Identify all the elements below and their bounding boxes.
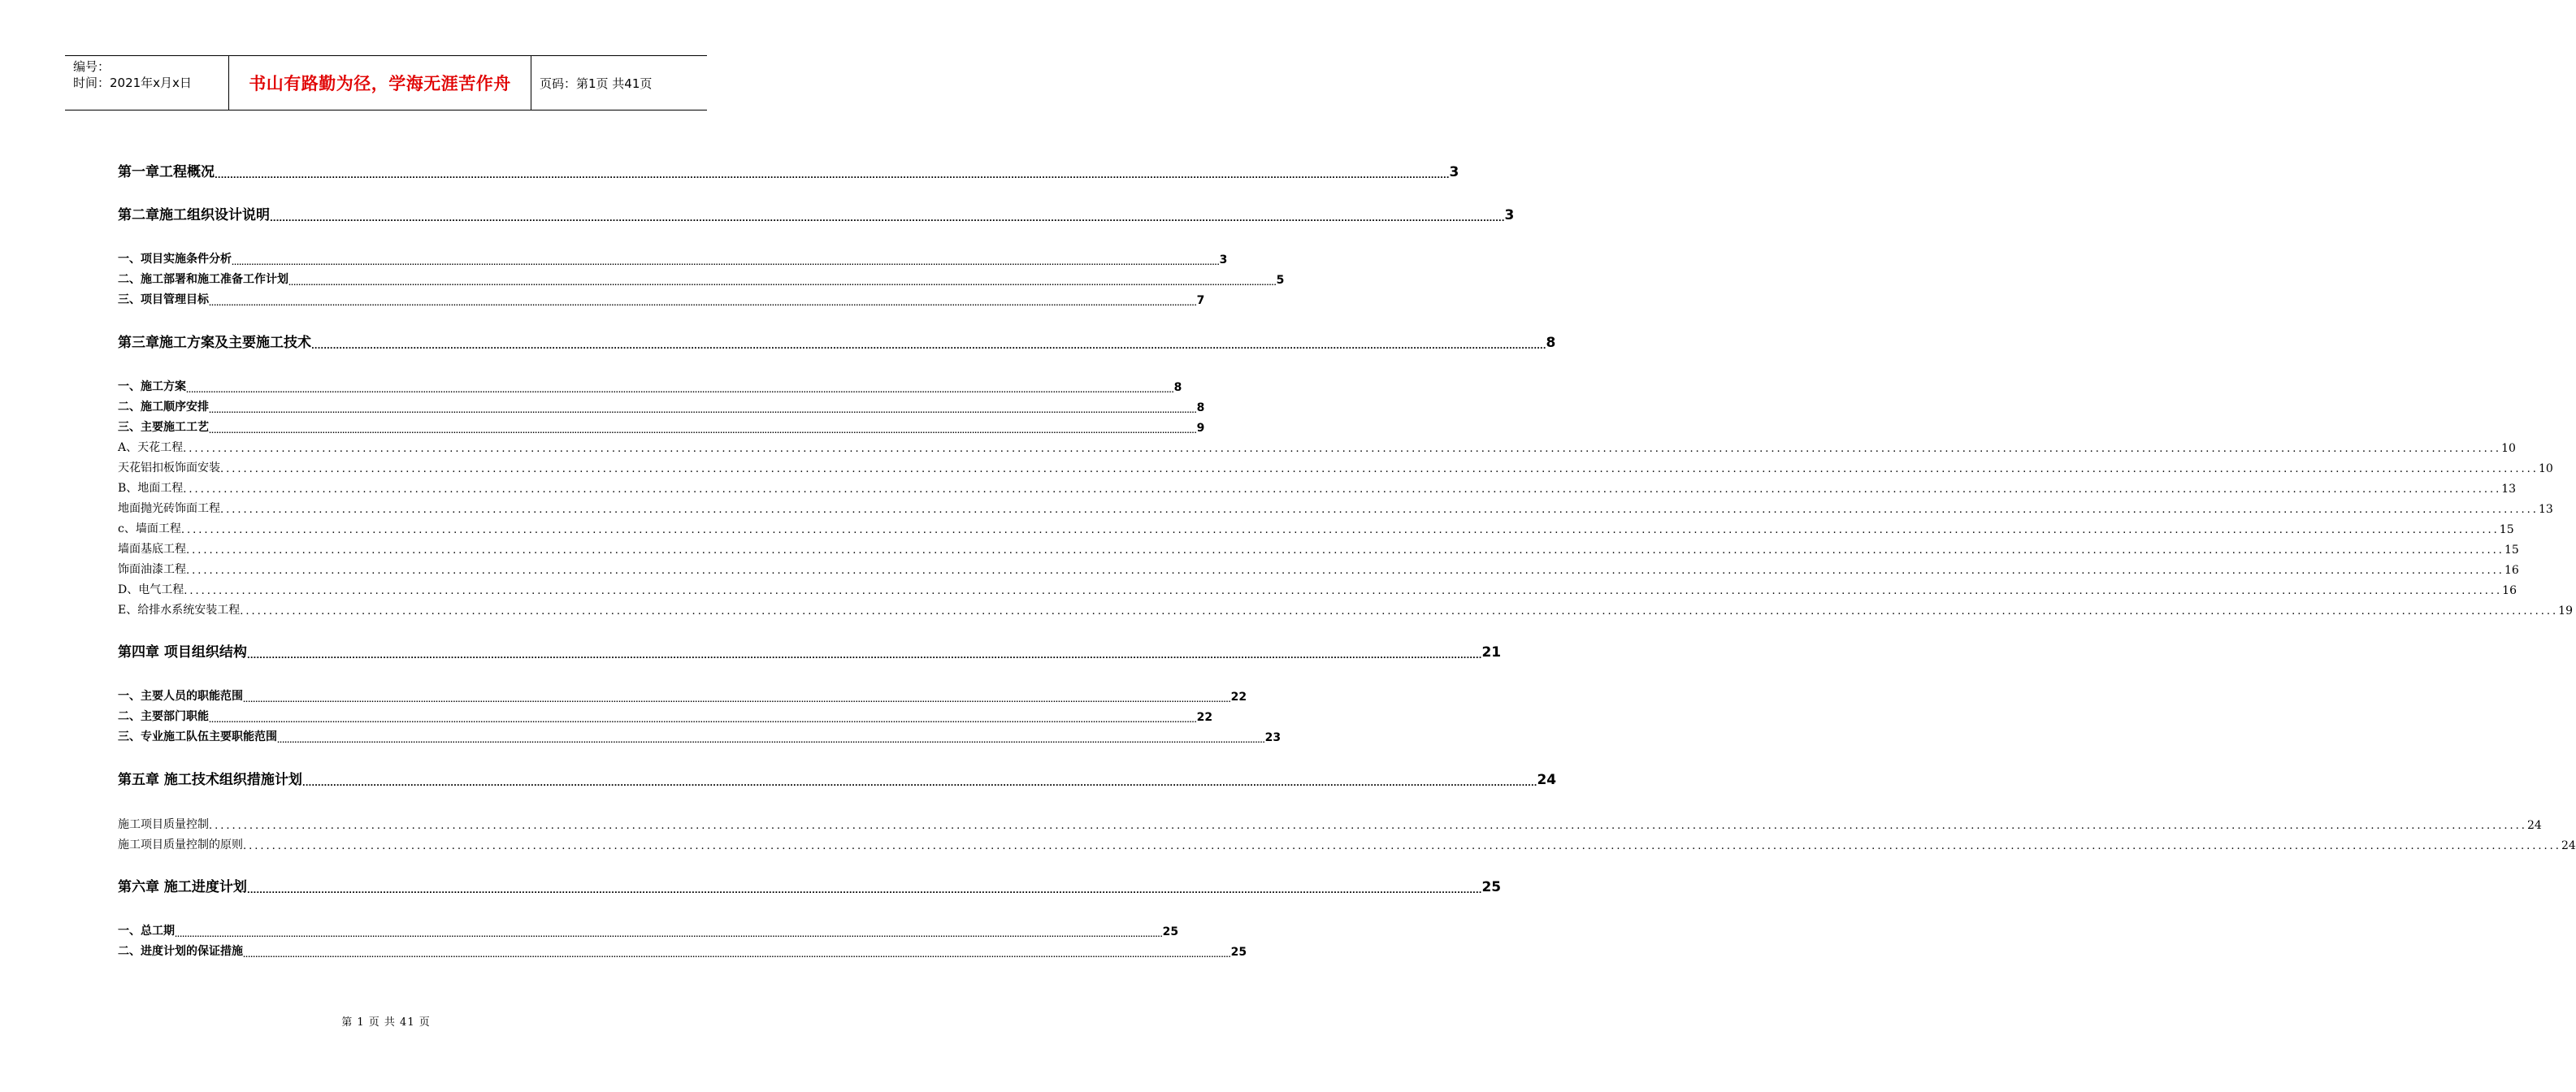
toc-entry[interactable] [118, 687, 1247, 704]
toc-entry-page: 5 [1276, 274, 1285, 287]
header-number-label: 编号： [73, 59, 111, 74]
toc-entry-title: 第四章 项目组织结构 [118, 644, 247, 661]
toc-entry-page: 8 [1546, 335, 1556, 351]
toc-entry-title: 一、总工期 [118, 925, 175, 938]
header-page-cell [531, 56, 707, 110]
toc-entry-page: 16 [2502, 584, 2517, 597]
toc-leader-dots: ................................................................................................................................................................................................................................................................................................................................................................................................................ [175, 931, 1163, 938]
toc-leader-dots: ................................................................................................................................................................................................................................................................................................................................................................................................................ [220, 463, 2539, 475]
toc-entry-page: 15 [2504, 544, 2519, 557]
toc-entry[interactable] [118, 204, 1515, 223]
toc-entry-title: 饰面油漆工程 [118, 563, 186, 576]
toc-entry-title: 二、施工顺序安排 [118, 401, 209, 414]
toc-entry-title: 二、施工部署和施工准备工作计划 [118, 273, 288, 286]
toc-leader-dots: ................................................................................................................................................................................................................................................................................................................................................................................................................ [209, 717, 1197, 724]
header-time-label: 时间：2021年x月x日 [73, 76, 192, 90]
toc-leader-dots: ................................................................................................................................................................................................................................................................................................................................................................................................................ [183, 443, 2502, 455]
toc-leader-dots: ................................................................................................................................................................................................................................................................................................................................................................................................................ [288, 280, 1277, 287]
toc-entry[interactable] [118, 816, 2542, 832]
toc-leader-dots: ................................................................................................................................................................................................................................................................................................................................................................................................................ [270, 214, 1505, 223]
toc-entry-title: 一、施工方案 [118, 380, 186, 393]
toc-entry[interactable] [118, 418, 1205, 435]
toc-entry-title: 一、主要人员的职能范围 [118, 690, 243, 703]
toc-entry-title: 第三章施工方案及主要施工技术 [118, 335, 311, 351]
toc-entry-title: 三、项目管理目标 [118, 293, 209, 306]
header-page-label: 页码：第1页 共41页 [540, 76, 653, 91]
toc-entry[interactable] [118, 942, 1247, 959]
toc-entry-title: 第二章施工组织设计说明 [118, 207, 270, 223]
toc-entry-page: 24 [2561, 839, 2576, 852]
toc-entry[interactable] [118, 479, 2517, 496]
toc-entry-title: 施工项目质量控制的原则 [118, 838, 243, 852]
header-meta [65, 56, 229, 110]
toc-entry-title: 三、主要施工工艺 [118, 421, 209, 434]
toc-entry[interactable] [118, 561, 2519, 577]
toc-entry[interactable] [118, 728, 1281, 744]
toc-entry-title: 二、主要部门职能 [118, 710, 209, 723]
toc-entry-title: 一、项目实施条件分析 [118, 253, 232, 266]
toc-entry-page: 24 [2526, 819, 2542, 832]
toc-entry-page: 25 [1481, 879, 1502, 895]
toc-leader-dots: ................................................................................................................................................................................................................................................................................................................................................................................................................ [215, 171, 1450, 180]
toc-leader-dots: ................................................................................................................................................................................................................................................................................................................................................................................................................ [220, 504, 2539, 516]
toc-entry[interactable] [118, 876, 1502, 895]
toc-entry-title: B、地面工程 [118, 482, 184, 495]
toc-entry-title: 二、进度计划的保证措施 [118, 945, 243, 958]
toc-entry[interactable] [118, 922, 1179, 938]
toc-entry[interactable] [118, 161, 1459, 180]
toc-leader-dots: ................................................................................................................................................................................................................................................................................................................................................................................................................ [186, 544, 2504, 557]
toc-entry[interactable] [118, 459, 2553, 475]
toc-entry-page: 7 [1196, 294, 1205, 307]
toc-leader-dots: ................................................................................................................................................................................................................................................................................................................................................................................................................ [209, 820, 2527, 832]
toc-entry-title: E、给排水系统安装工程 [118, 604, 241, 617]
toc-entry-title: 三、专业施工队伍主要职能范围 [118, 730, 277, 743]
toc-leader-dots: ................................................................................................................................................................................................................................................................................................................................................................................................................ [209, 427, 1197, 435]
toc-entry-page: 10 [2501, 442, 2516, 455]
toc-entry[interactable] [118, 291, 1205, 307]
toc-entry-page: 23 [1264, 731, 1281, 744]
toc-entry[interactable] [118, 641, 1502, 661]
toc-entry[interactable] [118, 540, 2519, 557]
toc-entry-page: 22 [1230, 691, 1247, 704]
toc-entry-title: D、电气工程 [118, 583, 184, 596]
toc-entry[interactable] [118, 378, 1182, 394]
toc-entry[interactable] [118, 708, 1213, 724]
toc-leader-dots: ................................................................................................................................................................................................................................................................................................................................................................................................................ [246, 652, 1482, 661]
toc-entry-page: 8 [1173, 381, 1182, 394]
toc-leader-dots: ................................................................................................................................................................................................................................................................................................................................................................................................................ [209, 407, 1197, 414]
toc-entry[interactable] [118, 250, 1228, 266]
toc-leader-dots: ................................................................................................................................................................................................................................................................................................................................................................................................................ [232, 259, 1220, 266]
toc-entry[interactable] [118, 836, 2576, 852]
toc-entry-page: 19 [2558, 604, 2573, 618]
toc-entry-title: A、天花工程 [118, 441, 184, 454]
toc-entry-title: 天花铝扣板饰面安装 [118, 462, 220, 474]
toc-entry-title: 墙面基底工程 [118, 543, 186, 556]
toc-entry[interactable] [118, 581, 2517, 597]
toc-entry-title: c、墙面工程 [118, 522, 181, 535]
page-header [65, 55, 707, 110]
toc-entry[interactable] [118, 520, 2514, 536]
header-motto-cell [229, 56, 531, 110]
toc-entry-page: 9 [1196, 422, 1205, 435]
toc-leader-dots: ................................................................................................................................................................................................................................................................................................................................................................................................................ [180, 524, 2500, 536]
toc-entry-title: 第一章工程概况 [118, 164, 215, 180]
toc-entry-page: 25 [1162, 925, 1179, 938]
toc-leader-dots: ................................................................................................................................................................................................................................................................................................................................................................................................................ [311, 342, 1546, 351]
toc-entry-page: 13 [2538, 503, 2553, 516]
toc-leader-dots: ................................................................................................................................................................................................................................................................................................................................................................................................................ [243, 951, 1231, 959]
toc-leader-dots: ................................................................................................................................................................................................................................................................................................................................................................................................................ [186, 565, 2504, 577]
toc-leader-dots: ................................................................................................................................................................................................................................................................................................................................................................................................................ [184, 585, 2503, 597]
toc-entry[interactable] [118, 601, 2573, 618]
toc-entry-page: 8 [1196, 401, 1205, 414]
toc-leader-dots: ................................................................................................................................................................................................................................................................................................................................................................................................................ [277, 737, 1265, 744]
toc-entry[interactable] [118, 769, 1557, 788]
toc-entry-title: 第五章 施工技术组织措施计划 [118, 772, 302, 788]
toc-entry-page: 13 [2501, 483, 2517, 496]
toc-entry-page: 25 [1230, 946, 1247, 959]
toc-entry-title: 施工项目质量控制 [118, 818, 209, 831]
toc-leader-dots: ................................................................................................................................................................................................................................................................................................................................................................................................................ [301, 779, 1537, 788]
toc-entry-page: 10 [2538, 462, 2553, 475]
toc-entry-page: 3 [1449, 164, 1459, 180]
toc-entry-page: 3 [1504, 207, 1515, 223]
toc-leader-dots: ................................................................................................................................................................................................................................................................................................................................................................................................................ [186, 387, 1174, 394]
toc-leader-dots: ................................................................................................................................................................................................................................................................................................................................................................................................................ [246, 886, 1482, 895]
toc-leader-dots: ................................................................................................................................................................................................................................................................................................................................................................................................................ [183, 483, 2502, 496]
page-footer: 第 1 页 共 41 页 [341, 1016, 431, 1029]
toc-entry-title: 地面抛光砖饰面工程 [118, 502, 220, 515]
toc-entry-page: 16 [2504, 564, 2519, 577]
header-motto: 书山有路勤为径，学海无涯苦作舟 [249, 74, 511, 93]
toc-leader-dots: ................................................................................................................................................................................................................................................................................................................................................................................................................ [209, 300, 1197, 307]
toc-entry[interactable] [118, 332, 1556, 351]
toc-entry[interactable] [118, 500, 2553, 516]
toc-entry-page: 24 [1537, 772, 1557, 788]
toc-entry-title: 第六章 施工进度计划 [118, 879, 247, 895]
toc-entry-page: 15 [2499, 523, 2514, 536]
toc-entry-page: 22 [1196, 711, 1213, 724]
toc-entry[interactable] [118, 398, 1205, 414]
toc-entry-page: 21 [1481, 644, 1502, 661]
toc-entry[interactable] [118, 271, 1285, 287]
toc-entry[interactable] [118, 439, 2516, 455]
toc-leader-dots: ................................................................................................................................................................................................................................................................................................................................................................................................................ [243, 696, 1231, 704]
toc-leader-dots: ................................................................................................................................................................................................................................................................................................................................................................................................................ [240, 605, 2559, 618]
toc-entry-page: 3 [1219, 254, 1228, 266]
toc-leader-dots: ................................................................................................................................................................................................................................................................................................................................................................................................................ [243, 840, 2561, 852]
